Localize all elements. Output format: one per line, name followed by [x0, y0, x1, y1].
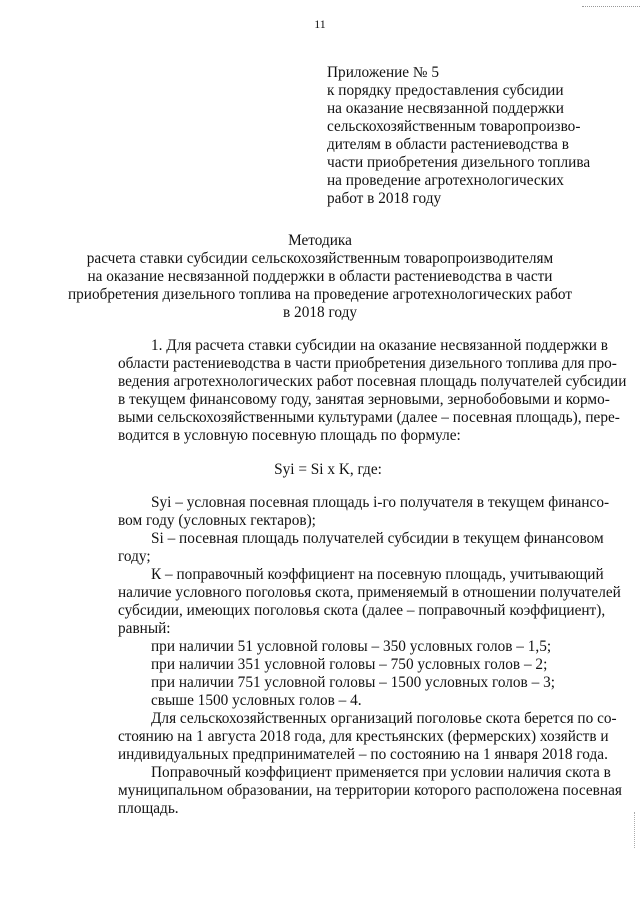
definition-si: Si – посевная площадь получателей субсидии в текущем финансовом [151, 530, 604, 547]
appendix-title: Приложение № 5 [327, 64, 439, 81]
definition-k-cont: наличие условного поголовья скота, применяемый в отношении получателей [118, 584, 621, 601]
paragraph-line: стоянию на 1 августа 2018 года, для крестьянских (фермерских) хозяйств и [118, 728, 609, 745]
paragraph-line: муниципальном образовании, на территории которого расположена посевная [118, 782, 622, 799]
list-item: свыше 1500 условных голов – 4. [151, 692, 362, 709]
paragraph-line: водится в условную посевную площадь по формуле: [118, 427, 461, 444]
paragraph-line: 1. Для расчета ставки субсидии на оказание несвязанной поддержки в [151, 337, 608, 354]
list-item: при наличии 51 условной головы – 350 условных голов – 1,5; [151, 638, 552, 655]
scan-edge-mark [582, 0, 640, 7]
paragraph-line: площадь. [118, 800, 179, 817]
paragraph-line: выми сельскохозяйственными культурами (далее – посевная площадь), пере- [118, 409, 620, 426]
definition-k-cont: субсидии, имеющих поголовья скота (далее – поправочный коэффициент), [118, 602, 606, 619]
appendix-line: на проведение агротехнологических [327, 172, 564, 189]
methodology-subtitle-line: на оказание несвязанной поддержки в области растениеводства в части [87, 268, 553, 285]
paragraph-line: области растениеводства в части приобретения дизельного топлива для про- [118, 355, 617, 372]
list-item: при наличии 751 условной головы – 1500 условных голов – 3; [151, 674, 555, 691]
appendix-line: на оказание несвязанной поддержки [327, 100, 564, 117]
methodology-subtitle-line: расчета ставки субсидии сельскохозяйственным товаропроизводителям [86, 250, 554, 267]
page-number: 11 [314, 17, 326, 31]
paragraph-line: Для сельскохозяйственных организаций поголовье скота берется по со- [151, 710, 617, 727]
methodology-subtitle-line: приобретения дизельного топлива на проведение агротехнологических работ [67, 286, 573, 303]
definition-k: К – поправочный коэффициент на посевную площадь, учитывающий [151, 566, 604, 583]
appendix-line: дителям в области растениеводства в [327, 136, 569, 153]
methodology-subtitle-line: в 2018 году [283, 304, 357, 321]
formula: Syi = Si x K, где: [274, 461, 382, 478]
paragraph-line: Поправочный коэффициент применяется при условии наличия скота в [151, 764, 611, 781]
methodology-title: Методика [288, 232, 352, 249]
definition-k-cont: равный: [118, 620, 171, 637]
appendix-line: работ в 2018 году [327, 190, 442, 207]
appendix-line: сельскохозяйственным товаропроизво- [327, 118, 581, 135]
paragraph-line: индивидуальных предпринимателей – по состоянию на 1 января 2018 года. [118, 746, 608, 763]
list-item: при наличии 351 условной головы – 750 условных голов – 2; [151, 656, 548, 673]
appendix-line: к порядку предоставления субсидии [327, 82, 564, 99]
definition-syi: Syi – условная посевная площадь i-го получателя в текущем финансо- [151, 494, 610, 511]
scan-side-mark [634, 812, 637, 848]
definition-si-cont: году; [118, 548, 151, 565]
appendix-line: части приобретения дизельного топлива [327, 154, 591, 171]
definition-syi-cont: вом году (условных гектаров); [118, 512, 316, 529]
paragraph-line: в текущем финансовому году, занятая зерновыми, зернобобовыми и кормо- [118, 391, 610, 408]
paragraph-line: ведения агротехнологических работ посевная площадь получателей субсидии [118, 373, 627, 390]
